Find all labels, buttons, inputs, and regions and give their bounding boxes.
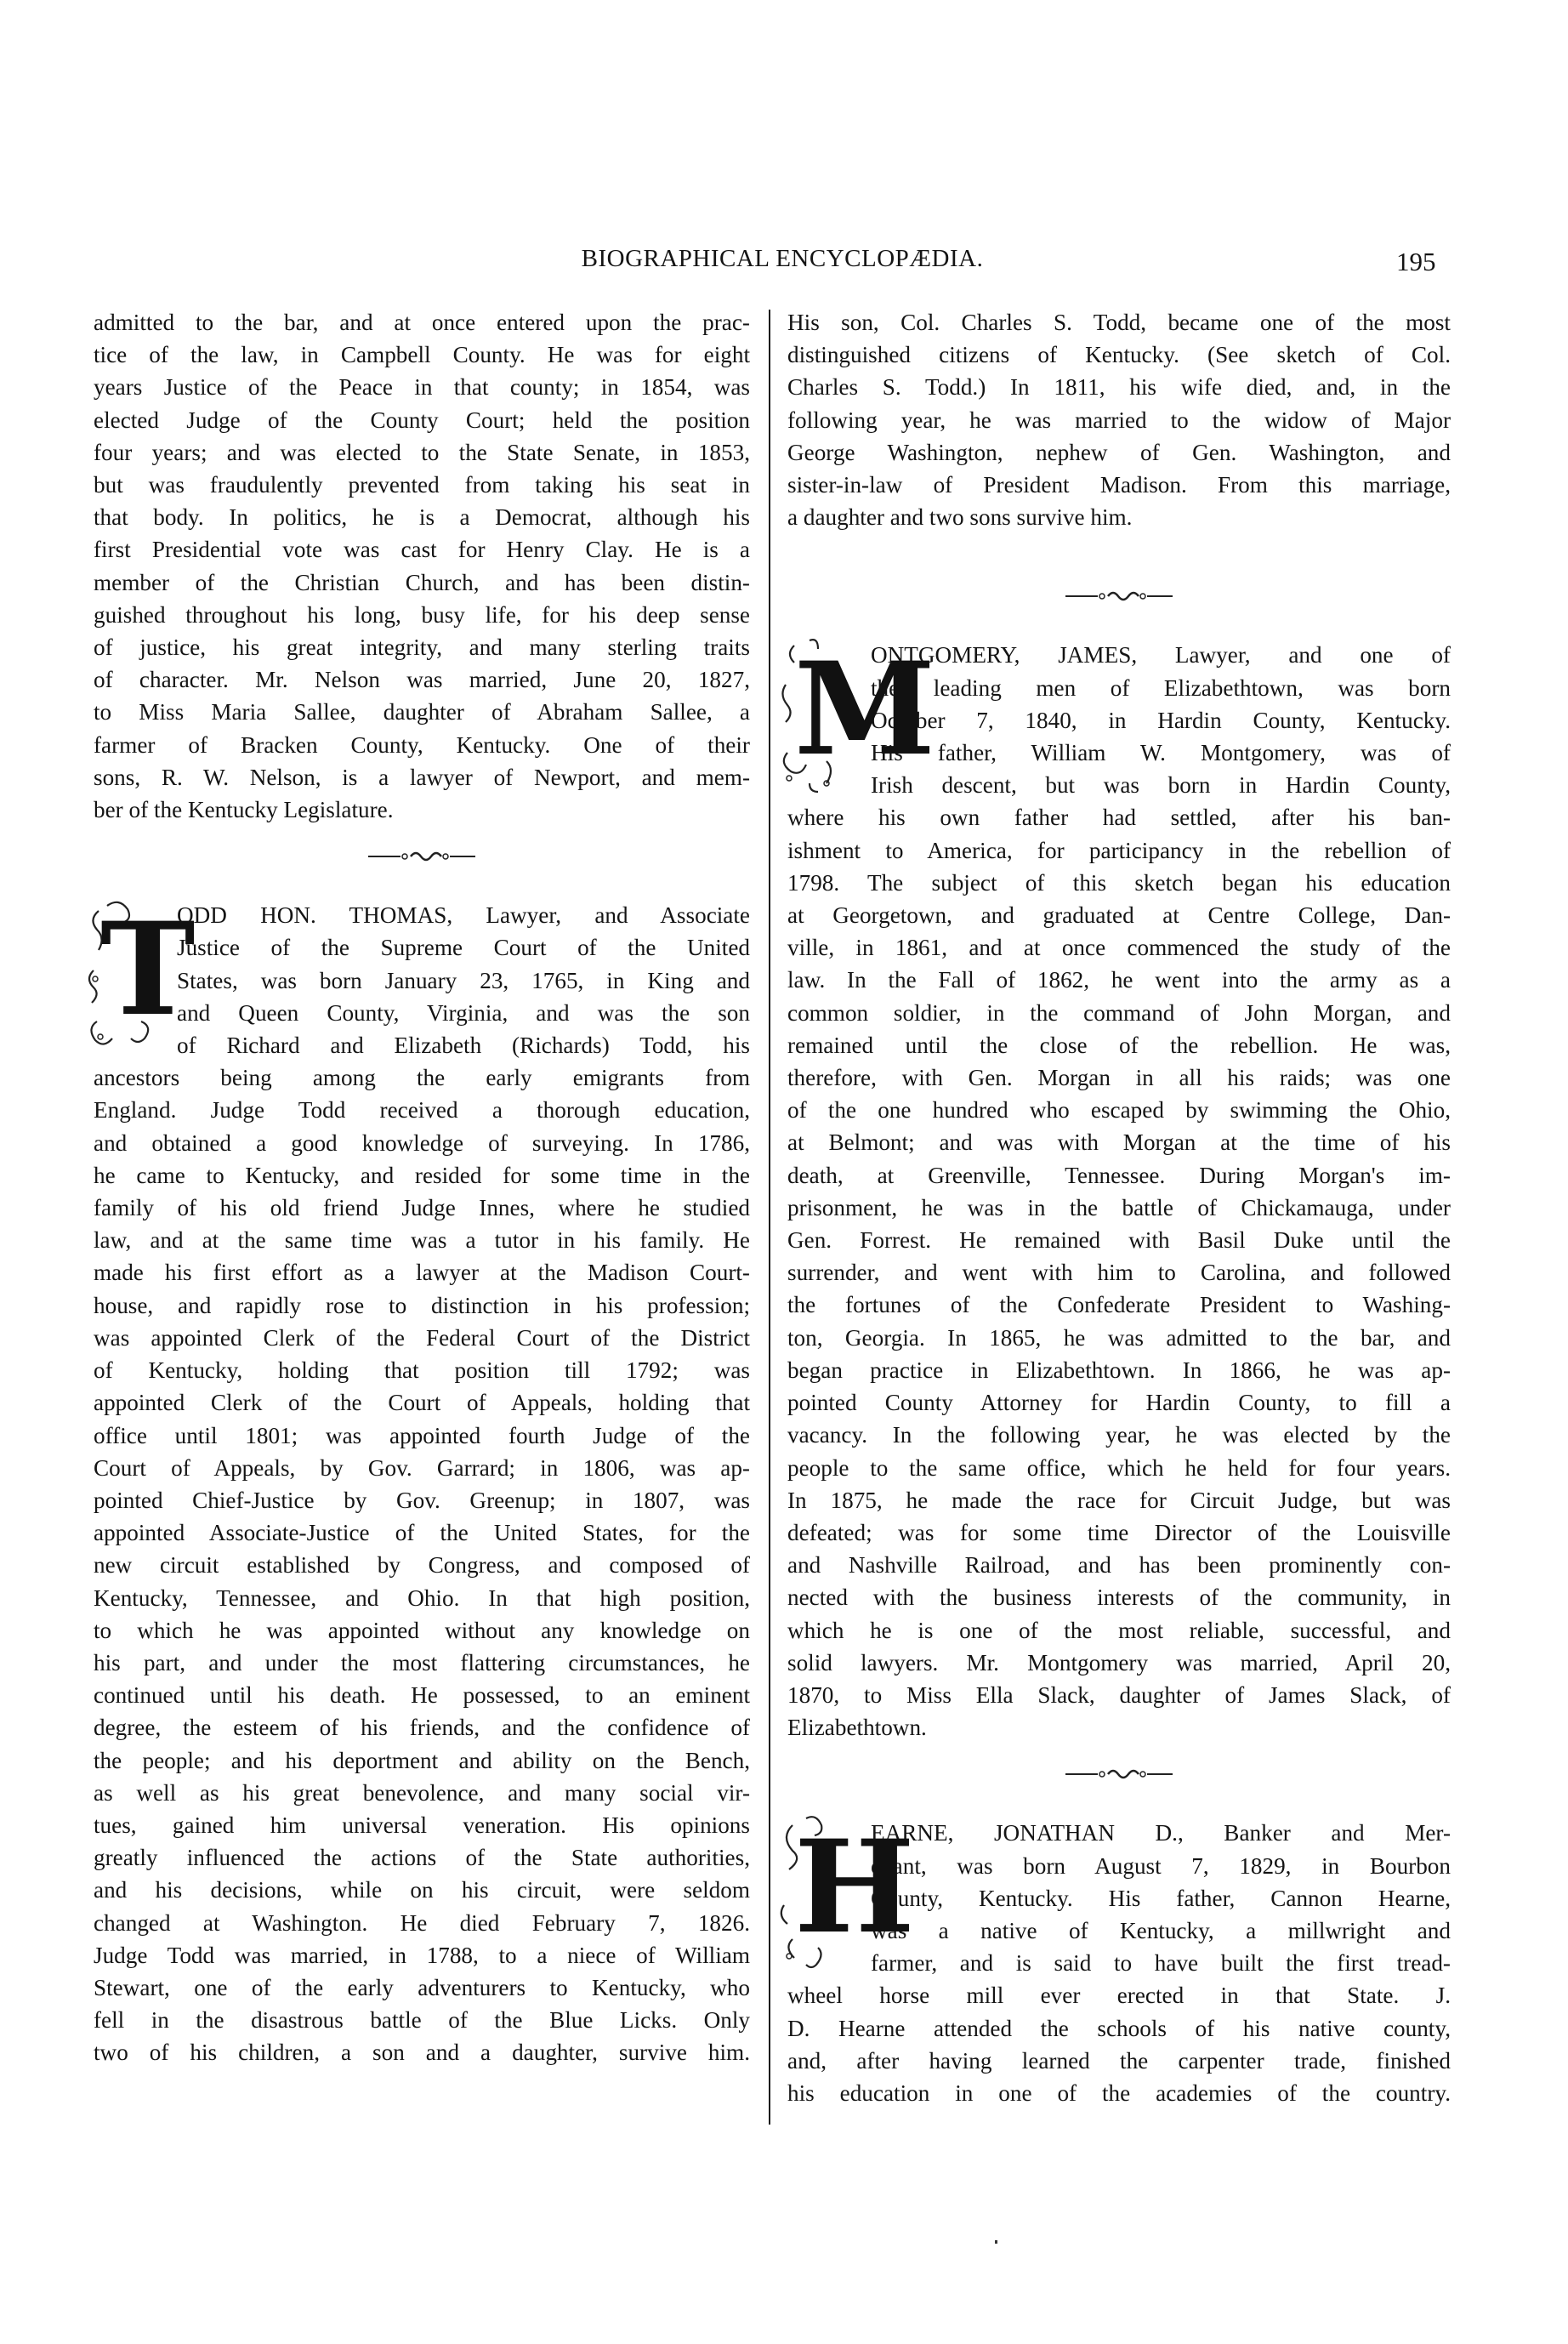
text-line: Gen. Forrest. He remained with Basil Duke until the — [787, 1227, 1451, 1254]
text-line: ancestors being among the early emigrants from — [94, 1065, 750, 1091]
text-line: pointed Chief-Justice by Gov. Greenup; in 1807, was — [94, 1487, 750, 1513]
text-line: and, after having learned the carpenter trade, finished — [787, 2047, 1451, 2074]
text-line: George Washington, nephew of Gen. Washington, and — [787, 439, 1451, 465]
text-line: Justice of the Supreme Court of the United — [177, 935, 750, 961]
text-line: sister-in-law of President Madison. From this marriage, — [787, 472, 1451, 498]
text-line: distinguished citizens of Kentucky. (See sketch of Col. — [787, 342, 1451, 368]
nelson-continuation — [94, 306, 750, 826]
text-line: that body. In politics, he is a Democrat, although his — [94, 504, 750, 531]
hearne-body — [787, 2012, 1451, 2110]
text-line: October 7, 1840, in Hardin County, Kentucky. — [871, 707, 1451, 733]
text-line: to Miss Maria Sallee, daughter of Abraham Sallee, a — [94, 699, 750, 725]
text-line: In 1875, he made the race for Circuit Judge, but was — [787, 1487, 1451, 1513]
text-line: following year, he was married to the widow of Major — [787, 407, 1451, 433]
text-line: 1798. The subject of this sketch began his education — [787, 869, 1451, 896]
text-line: Irish descent, but was born in Hardin County, — [871, 772, 1451, 799]
text-line: new circuit established by Congress, and composed of — [94, 1552, 750, 1579]
text-line: at Belmont; and was with Morgan at the time of his — [787, 1129, 1451, 1156]
text-line: of justice, his great integrity, and many sterling traits — [94, 634, 750, 661]
text-line: wheel horse mill ever erected in that State. J. — [787, 1983, 1451, 2009]
text-line: continued until his death. He possessed, to an eminent — [94, 1682, 750, 1709]
text-line: death, at Greenville, Tennessee. During Morgan's im- — [787, 1162, 1451, 1188]
text-line: farmer, and is said to have built the first tread- — [871, 1950, 1451, 1977]
text-line: ber of the Kentucky Legislature. — [94, 797, 394, 823]
text-line: ODD HON. THOMAS, Lawyer, and Associate — [177, 902, 750, 929]
text-line: was a native of Kentucky, a millwright and — [871, 1917, 1451, 1943]
text-line: which he is one of the most reliable, successful, and — [787, 1617, 1451, 1643]
text-line: and Nashville Railroad, and has been prominently con- — [787, 1552, 1451, 1579]
text-line: County, Kentucky. His father, Cannon Hearne, — [871, 1885, 1451, 1911]
text-line: common soldier, in the command of John Morgan, and — [787, 999, 1451, 1026]
text-line: prisonment, he was in the battle of Chickamauga, under — [787, 1194, 1451, 1220]
fleuron-divider-icon — [1064, 1766, 1174, 1783]
text-line: Kentucky, Tennessee, and Ohio. In that high position, — [94, 1584, 750, 1611]
drop-cap-letter: M — [794, 634, 936, 785]
text-line: at Georgetown, and graduated at Centre College, Dan- — [787, 902, 1451, 929]
text-line: nected with the business interests of the community, in — [787, 1584, 1451, 1611]
text-line: of Richard and Elizabeth (Richards) Todd, his — [177, 1033, 750, 1059]
text-line: his education in one of the academies of the country. — [787, 2079, 1451, 2106]
text-line: ishment to America, for participancy in the rebellion of — [787, 837, 1451, 863]
text-line: his part, and under the most flattering circumstances, he — [94, 1649, 750, 1676]
text-line: first Presidential vote was cast for Henry Clay. He is a — [94, 537, 750, 563]
text-line: pointed County Attorney for Hardin County, to fill a — [787, 1390, 1451, 1416]
text-line: the leading men of Elizabethtown, was born — [871, 674, 1451, 701]
text-line: four years; and was elected to the State Senate, in 1853, — [94, 439, 750, 465]
text-line: law, and at the same time was a tutor in his family. He — [94, 1227, 750, 1254]
text-line: house, and rapidly rose to distinction in his profession; — [94, 1292, 750, 1318]
column-divider — [769, 310, 770, 2125]
text-line: family of his old friend Judge Innes, where he studied — [94, 1195, 750, 1221]
text-line: Charles S. Todd.) In 1811, his wife died, and, in the — [787, 374, 1451, 401]
text-line: Court of Appeals, by Gov. Garrard; in 1806, was ap- — [94, 1454, 750, 1481]
drop-cap-h — [775, 1812, 915, 1973]
page-number: 195 — [1396, 247, 1436, 276]
text-line: defeated; was for some time Director of the Louisville — [787, 1519, 1451, 1545]
text-line: was appointed Clerk of the Federal Court of the District — [94, 1324, 750, 1351]
text-line: and obtained a good knowledge of surveying. In 1786, — [94, 1129, 750, 1156]
text-line: elected Judge of the County Court; held the position — [94, 407, 750, 433]
text-line: but was fraudulently prevented from taking his seat in — [94, 472, 750, 498]
text-line: member of the Christian Church, and has been distin- — [94, 569, 750, 595]
text-line: changed at Washington. He died February 7, 1826. — [94, 1909, 750, 1936]
print-speck — [995, 2240, 997, 2244]
text-line: fell in the disastrous battle of the Blue Licks. Only — [94, 2007, 750, 2034]
entry-montgomery — [787, 634, 1451, 1744]
text-line: His father, William W. Montgomery, was of — [871, 740, 1451, 766]
running-title: BIOGRAPHICAL ENCYCLOPÆDIA. — [581, 245, 984, 272]
fleuron-divider-icon — [1064, 588, 1174, 605]
text-line: he came to Kentucky, and resided for some time in the — [94, 1162, 750, 1188]
text-line: people to the same office, which he held for four years. — [787, 1454, 1451, 1481]
right-column — [787, 306, 1451, 2109]
text-line: began practice in Elizabethtown. In 1866, he was ap- — [787, 1357, 1451, 1383]
text-line: greatly influenced the actions of the State authorities, — [94, 1845, 750, 1871]
text-line: where his own father had settled, after his ban- — [787, 805, 1451, 831]
text-line: EARNE, JONATHAN D., Banker and Mer- — [871, 1820, 1451, 1846]
text-line: Judge Todd was married, in 1788, to a niece of William — [94, 1942, 750, 1968]
text-line: and Queen County, Virginia, and was the son — [177, 999, 750, 1026]
text-line: solid lawyers. Mr. Montgomery was married, April 20, — [787, 1649, 1451, 1676]
text-line: of character. Mr. Nelson was married, June 20, 1827, — [94, 667, 750, 693]
text-line: tues, gained him universal veneration. His opinions — [94, 1812, 750, 1838]
text-line: appointed Associate-Justice of the United States, for the — [94, 1520, 750, 1546]
text-line: tice of the law, in Campbell County. He was for eight — [94, 342, 750, 368]
todd-continuation — [787, 306, 1451, 533]
text-line: His son, Col. Charles S. Todd, became one of the most — [787, 310, 1451, 335]
text-line: the people; and his deportment and ability on the Bench, — [94, 1747, 750, 1773]
montgomery-body — [787, 834, 1451, 1744]
text-line: degree, the esteem of his friends, and the confidence of — [94, 1715, 750, 1741]
text-line: surrender, and went with him to Carolina, and followed — [787, 1260, 1451, 1286]
text-line: ONTGOMERY, JAMES, Lawyer, and one of — [871, 642, 1451, 668]
text-line: to which he was appointed without any knowledge on — [94, 1617, 750, 1643]
running-head — [0, 245, 1568, 287]
text-line: sons, R. W. Nelson, is a lawyer of Newport, and mem- — [94, 764, 750, 790]
text-line: ville, in 1861, and at once commenced the study of the — [787, 935, 1451, 961]
text-line: of the one hundred who escaped by swimming the Ohio, — [787, 1097, 1451, 1124]
text-line: admitted to the bar, and at once entered upon the prac- — [94, 310, 750, 335]
text-line: the fortunes of the Confederate President to Washing- — [787, 1292, 1451, 1318]
drop-cap-m — [775, 634, 936, 795]
text-line: guished throughout his long, busy life, for his deep sense — [94, 601, 750, 628]
text-line: years Justice of the Peace in that county; in 1854, was — [94, 374, 750, 401]
entry-hearne — [787, 1812, 1451, 2109]
text-line: of Kentucky, holding that position till 1792; was — [94, 1357, 750, 1384]
section-ornament — [787, 1759, 1451, 1791]
text-line: ton, Georgia. In 1865, he was admitted to the bar, and — [787, 1324, 1451, 1351]
text-line: England. Judge Todd received a thorough education, — [94, 1097, 750, 1124]
left-column — [94, 306, 750, 2069]
text-line: law. In the Fall of 1862, he went into the army as a — [787, 967, 1451, 993]
fleuron-divider-icon — [366, 848, 477, 865]
section-ornament — [787, 581, 1451, 613]
text-line: 1870, to Miss Ella Slack, daughter of James Slack, of — [787, 1681, 1451, 1708]
text-line: farmer of Bracken County, Kentucky. One of their — [94, 731, 750, 758]
text-line: a daughter and two sons survive him. — [787, 504, 1133, 531]
text-line: vacancy. In the following year, he was elected by the — [787, 1422, 1451, 1448]
text-line: and his decisions, while on his circuit, were seldom — [94, 1877, 750, 1903]
text-line: Stewart, one of the early adventurers to Kentucky, who — [94, 1974, 750, 2000]
text-line: two of his children, a son and a daughter, survive him. — [94, 2040, 750, 2066]
text-line: made his first effort as a lawyer at the Madison Court- — [94, 1260, 750, 1286]
text-line: appointed Clerk of the Court of Appeals, holding that — [94, 1390, 750, 1416]
text-line: Elizabethtown. — [787, 1715, 927, 1741]
entry-todd — [94, 895, 750, 2068]
text-line: as well as his great benevolence, and many social vir- — [94, 1779, 750, 1806]
drop-cap-t — [82, 894, 196, 1055]
text-line: D. Hearne attended the schools of his native county, — [787, 2015, 1451, 2041]
todd-body — [94, 1094, 750, 2068]
drop-cap-letter: T — [100, 895, 196, 1045]
text-line: office until 1801; was appointed fourth Judge of the — [94, 1422, 750, 1448]
section-ornament — [94, 841, 750, 873]
text-line: chant, was born August 7, 1829, in Bourbon — [871, 1852, 1451, 1879]
text-line: remained until the close of the rebellion. He was, — [787, 1032, 1451, 1058]
drop-cap-letter: H — [794, 1812, 915, 1963]
text-line: States, was born January 23, 1765, in King and — [177, 967, 750, 993]
text-line: therefore, with Gen. Morgan in all his raids; was one — [787, 1065, 1451, 1091]
